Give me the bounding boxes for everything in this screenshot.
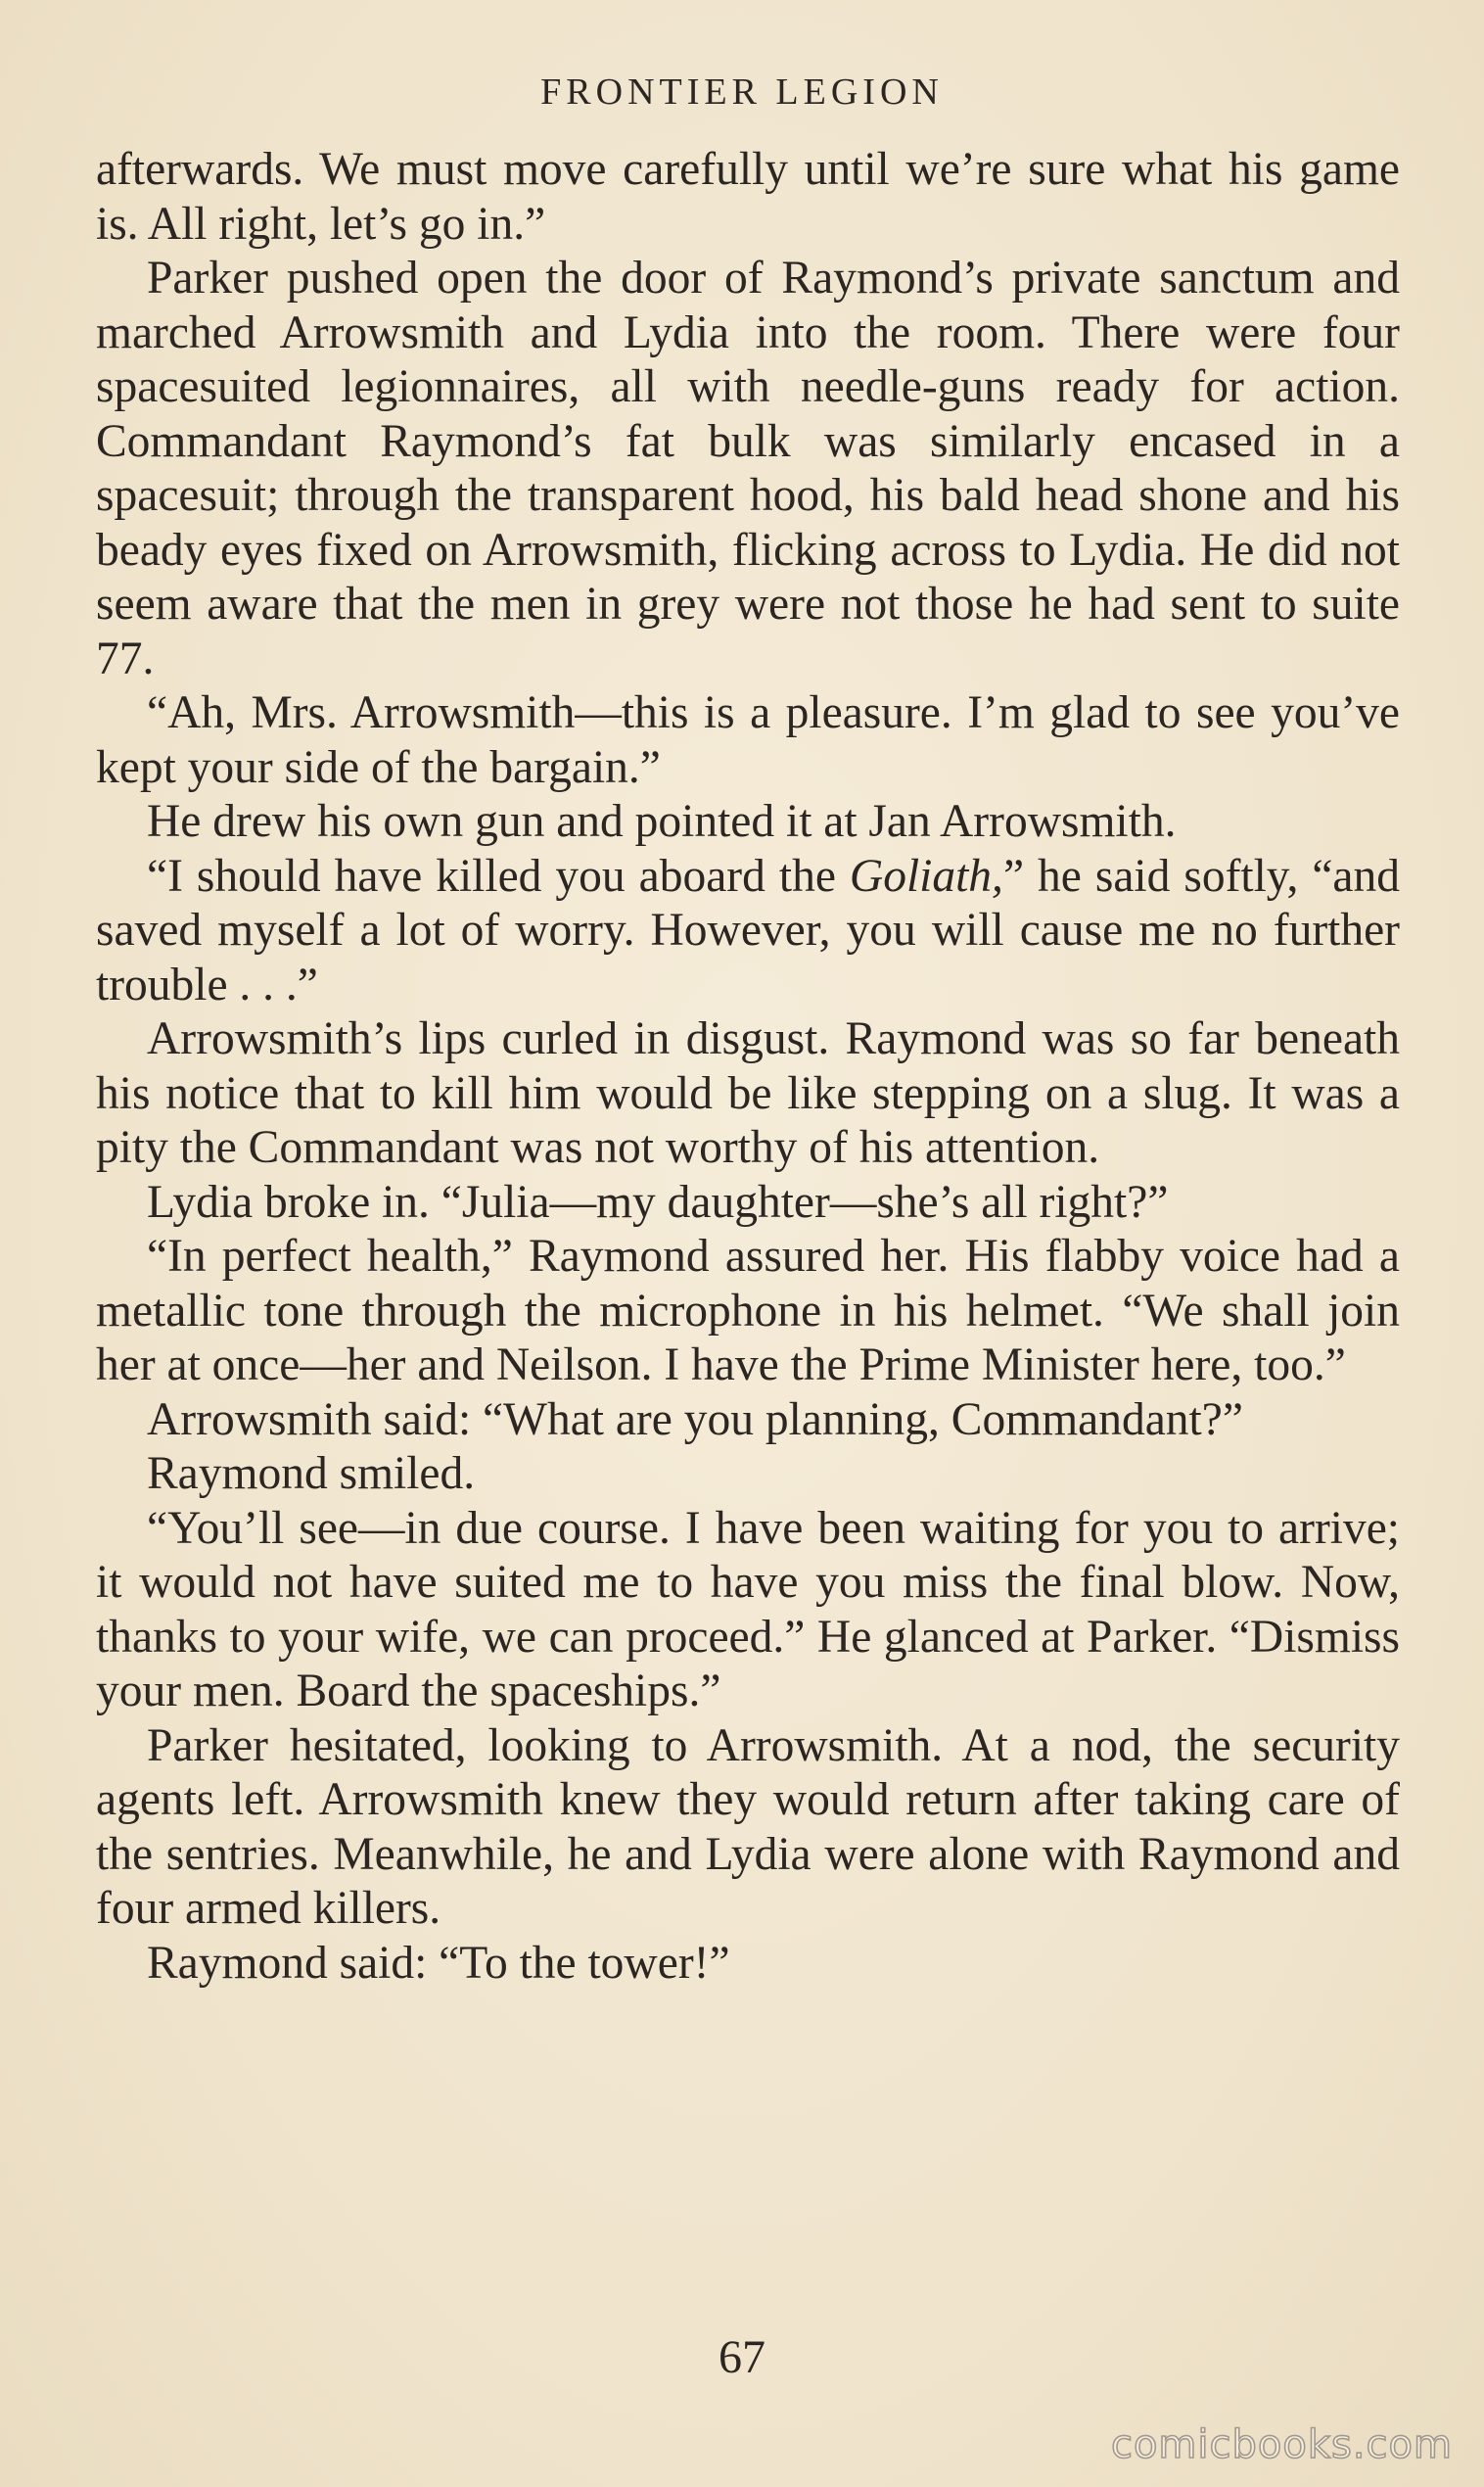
paragraph-11: “You’ll see—in due course. I have been waiting for you to arrive; it would not have suited me to have you miss the final blow. Now, thanks to your wife, we can proceed.” He glanced at Parker. “Dismiss your men. Board the spaceships.” <box>96 1502 1400 1716</box>
body-text <box>96 143 1400 1991</box>
watermark: comicbooks.com <box>1110 2422 1453 2467</box>
paragraph-4: He drew his own gun and pointed it at Jan Arrowsmith. <box>147 796 1177 847</box>
paragraph-2: Parker pushed open the door of Raymond’s private sanctum and marched Arrowsmith and Lydia into the room. There were four spacesuited legionnaires, all with needle-guns ready for action. Commandant Raymond’s fat bulk was similarly encased in a spacesuit; through the transparent hood, his bald head shone and his beady eyes fixed on Arrowsmith, flicking across to Lydia. He did not seem aware that the men in grey were not those he had sent to suite 77. <box>96 253 1400 684</box>
paragraph-1: afterwards. We must move carefully until we’re sure what his game is. All right, let’s go in.” <box>96 144 1400 250</box>
ship-name-goliath: Goliath, <box>849 850 1003 902</box>
paragraph-3: “Ah, Mrs. Arrowsmith—this is a pleasure. I’m glad to see you’ve kept your side of the bargain.” <box>96 687 1400 793</box>
paragraph-7: Lydia broke in. “Julia—my daughter—she’s all right?” <box>147 1176 1169 1228</box>
paragraph-6: Arrowsmith’s lips curled in disgust. Raymond was so far beneath his notice that to kill him would be like stepping on a slug. It was a pity the Commandant was not worthy of his attention. <box>96 1013 1400 1173</box>
paragraph-5 <box>96 850 1400 1013</box>
page-number: 67 <box>719 2331 765 2383</box>
paragraph-5-after: ” he said softly, “and saved myself a lot of worry. However, you will cause me no further trouble . . .” <box>96 850 1400 1010</box>
paragraph-5-before: “I should have killed you aboard the <box>147 850 850 902</box>
paragraph-12: Parker hesitated, looking to Arrowsmith. At a nod, the security agents left. Arrowsmith knew they would return after taking care of the sentries. Meanwhile, he and Lydia were alone with Raymond and four armed killers. <box>96 1719 1400 1934</box>
paragraph-10: Raymond smiled. <box>147 1448 476 1499</box>
paragraph-13: Raymond said: “To the tower!” <box>147 1937 730 1989</box>
paragraph-8: “In perfect health,” Raymond assured her. His flabby voice had a metallic tone through the microphone in his helmet. “We shall join her at once—her and Neilson. I have the Prime Minister here, too.” <box>96 1231 1400 1390</box>
paragraph-9: Arrowsmith said: “What are you planning, Commandant?” <box>147 1393 1243 1445</box>
running-head: FRONTIER LEGION <box>540 71 944 113</box>
